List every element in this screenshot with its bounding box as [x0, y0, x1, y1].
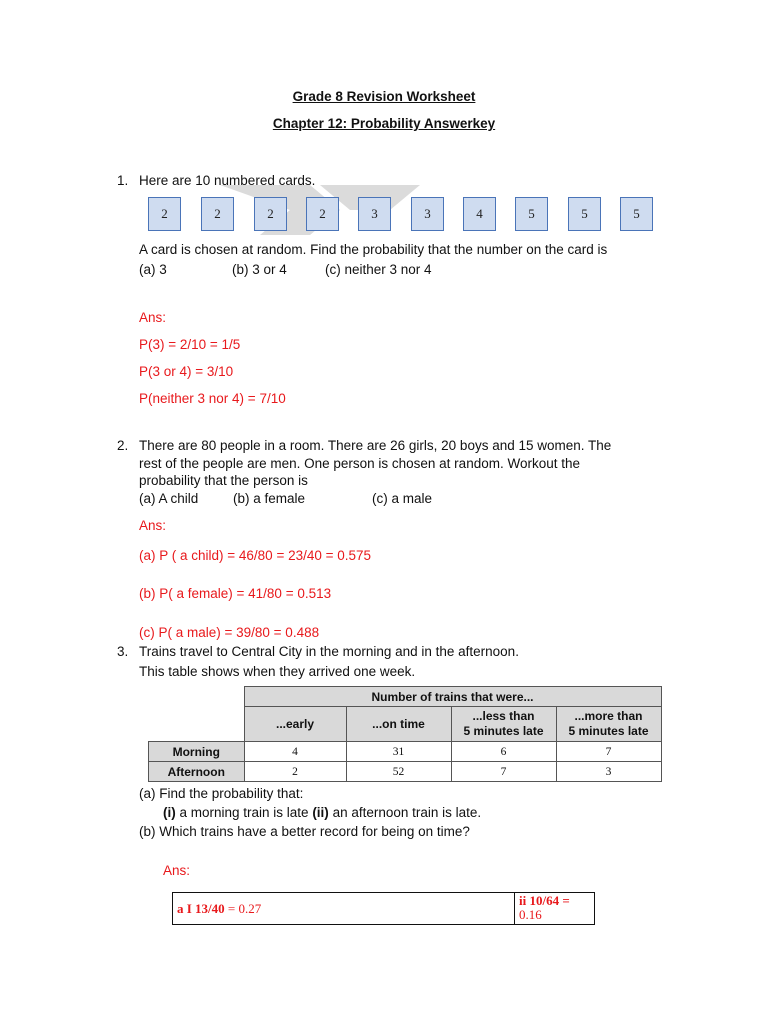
q1-answer-b: P(3 or 4) = 3/10 [139, 364, 234, 379]
column-header: ...less than 5 minutes late [451, 707, 556, 742]
table-row [149, 762, 662, 782]
number-card: 2 [306, 197, 339, 231]
column-header: ...more than 5 minutes late [556, 707, 661, 742]
q2-text-line: There are 80 people in a room. There are 26 girls, 20 boys and 15 women. The [139, 438, 612, 453]
q3-answer-left-value: = 0.27 [224, 900, 262, 916]
table-cell: 3 [556, 762, 661, 782]
q2-answer-c: (c) P( a male) = 39/80 = 0.488 [139, 625, 320, 640]
table-corner [149, 687, 245, 707]
number-card: 5 [620, 197, 653, 231]
table-cell: 2 [244, 762, 346, 782]
number-card: 5 [515, 197, 548, 231]
q3-answer-left-label: a I 13/40 [177, 900, 225, 916]
q3-part-ii-label: (ii) [312, 805, 329, 820]
table-cell: 31 [346, 742, 451, 762]
q3-answer-right-label: ii 10/64 = [519, 893, 570, 908]
q2-number: 2. [117, 438, 129, 453]
table-corner [149, 707, 245, 742]
q1-answer-a: P(3) = 2/10 = 1/5 [139, 337, 241, 352]
worksheet-subtitle: Chapter 12: Probability Answerkey [272, 116, 496, 131]
q1-option-a: (a) 3 [139, 262, 167, 277]
q3-part-b: (b) Which trains have a better record for being on time? [139, 824, 470, 839]
number-card: 2 [201, 197, 234, 231]
q2-ans-label: Ans: [139, 518, 167, 533]
q1-ans-label: Ans: [139, 310, 167, 325]
q2-option-a: (a) A child [139, 491, 199, 506]
q2-text-line: rest of the people are men. One person is chosen at random. Workout the [139, 456, 580, 471]
row-label: Afternoon [149, 762, 245, 782]
worksheet-title: Grade 8 Revision Worksheet [292, 89, 476, 104]
q1-number: 1. [117, 173, 129, 188]
q3-part-ii-text: an afternoon train is late. [328, 805, 482, 820]
table-cell: 7 [556, 742, 661, 762]
trains-table [148, 686, 662, 782]
q3-answer-left-cell [173, 893, 515, 925]
q1-option-c: (c) neither 3 nor 4 [325, 262, 432, 277]
number-card: 2 [254, 197, 287, 231]
q3-part-i-label: (i) [163, 805, 176, 820]
table-cell: 4 [244, 742, 346, 762]
q2-option-b: (b) a female [233, 491, 306, 506]
q2-text-line: probability that the person is [139, 473, 308, 488]
q3-part-a-subparts [163, 805, 481, 820]
table-row [149, 742, 662, 762]
number-card: 5 [568, 197, 601, 231]
q1-intro: Here are 10 numbered cards. [139, 173, 316, 188]
column-header: ...early [244, 707, 346, 742]
number-card: 3 [358, 197, 391, 231]
table-cell: 52 [346, 762, 451, 782]
q1-question: A card is chosen at random. Find the probability that the number on the card is [139, 242, 608, 257]
column-header: ...on time [346, 707, 451, 742]
q3-answer-right-cell [515, 893, 595, 925]
q2-option-c: (c) a male [372, 491, 433, 506]
q3-text-line: This table shows when they arrived one week. [139, 664, 416, 679]
q1-answer-c: P(neither 3 nor 4) = 7/10 [139, 391, 286, 406]
q3-answer-right-value: 0.16 [519, 907, 542, 922]
q3-ans-label: Ans: [163, 863, 191, 878]
q3-text-line: Trains travel to Central City in the morning and in the afternoon. [139, 644, 519, 659]
row-label: Morning [149, 742, 245, 762]
q1-option-b: (b) 3 or 4 [232, 262, 287, 277]
number-card: 3 [411, 197, 444, 231]
q3-number: 3. [117, 644, 129, 659]
table-cell: 7 [451, 762, 556, 782]
q2-answer-b: (b) P( a female) = 41/80 = 0.513 [139, 586, 332, 601]
number-card: 4 [463, 197, 496, 231]
number-card: 2 [148, 197, 181, 231]
q3-answer-box [172, 892, 595, 925]
q3-part-i-text: a morning train is late [175, 805, 313, 820]
q3-part-a: (a) Find the probability that: [139, 786, 304, 801]
table-cell: 6 [451, 742, 556, 762]
q2-answer-a: (a) P ( a child) = 46/80 = 23/40 = 0.575 [139, 548, 372, 563]
table-group-header: Number of trains that were... [244, 687, 661, 707]
